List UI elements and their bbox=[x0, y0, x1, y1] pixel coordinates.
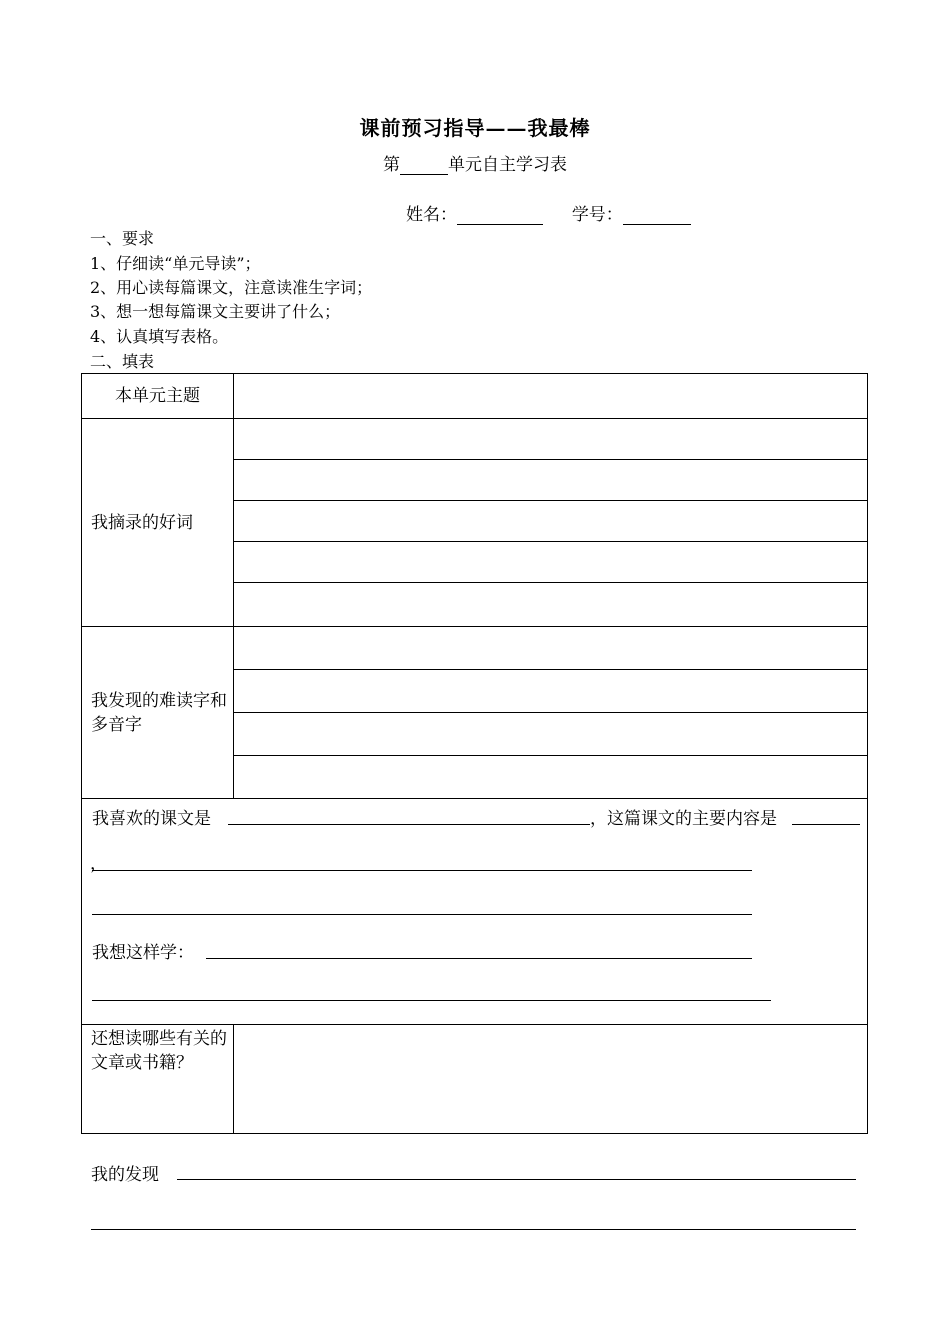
unit-subtitle bbox=[0, 150, 950, 175]
more-reading-label: 还想读哪些有关的文章或书籍？ bbox=[82, 1025, 234, 1134]
content-blank[interactable] bbox=[92, 870, 752, 871]
words-field[interactable] bbox=[234, 501, 868, 542]
unit-number-blank[interactable] bbox=[400, 156, 448, 175]
more-reading-field[interactable] bbox=[234, 1025, 868, 1134]
hard-chars-field[interactable] bbox=[234, 627, 868, 670]
student-id-blank[interactable] bbox=[623, 206, 691, 225]
hard-chars-field[interactable] bbox=[234, 756, 868, 799]
words-label: 我摘录的好词 bbox=[82, 419, 234, 627]
form-heading: 二、填表 bbox=[90, 352, 155, 371]
hard-chars-field[interactable] bbox=[234, 670, 868, 713]
content-blank[interactable] bbox=[92, 914, 752, 915]
subtitle-prefix: 第 bbox=[383, 155, 400, 175]
words-field[interactable] bbox=[234, 419, 868, 460]
hard-chars-field[interactable] bbox=[234, 713, 868, 756]
study-table bbox=[81, 373, 868, 1134]
learn-blank[interactable] bbox=[92, 1000, 771, 1001]
hard-chars-label: 我发现的难读字和多音字 bbox=[82, 627, 234, 799]
requirement-item-1: 1、仔细读“单元导读”； bbox=[90, 254, 261, 273]
comma: ， bbox=[90, 853, 107, 874]
words-field[interactable] bbox=[234, 460, 868, 501]
favorite-text-section bbox=[82, 799, 868, 1025]
name-label: 姓名： bbox=[406, 205, 457, 225]
student-info-row bbox=[406, 200, 691, 225]
student-id-label: 学号： bbox=[571, 205, 623, 225]
requirements-heading: 一、要求 bbox=[90, 229, 155, 248]
learn-blank[interactable] bbox=[206, 958, 752, 959]
favorite-text-blank[interactable] bbox=[228, 824, 590, 825]
content-blank[interactable] bbox=[792, 824, 860, 825]
discovery-blank[interactable] bbox=[91, 1229, 856, 1230]
words-field[interactable] bbox=[234, 583, 868, 627]
page-title: 课前预习指导——我最棒 bbox=[359, 116, 591, 140]
discovery-blank[interactable] bbox=[177, 1179, 856, 1180]
requirement-item-4: 4、认真填写表格。 bbox=[90, 327, 229, 346]
words-field[interactable] bbox=[234, 542, 868, 583]
discovery-label: 我的发现 bbox=[91, 1165, 159, 1185]
theme-label: 本单元主题 bbox=[82, 374, 234, 419]
theme-field[interactable] bbox=[234, 374, 868, 419]
favorite-prefix: 我喜欢的课文是 bbox=[92, 808, 211, 829]
requirement-item-3: 3、想一想每篇课文主要讲了什么； bbox=[90, 302, 341, 321]
name-blank[interactable] bbox=[457, 206, 543, 225]
learn-label: 我想这样学： bbox=[92, 942, 194, 963]
requirement-item-2: 2、用心读每篇课文，注意读准生字词； bbox=[90, 278, 373, 297]
favorite-middle: ，这篇课文的主要内容是 bbox=[590, 808, 777, 829]
subtitle-suffix: 单元自主学习表 bbox=[448, 155, 567, 175]
